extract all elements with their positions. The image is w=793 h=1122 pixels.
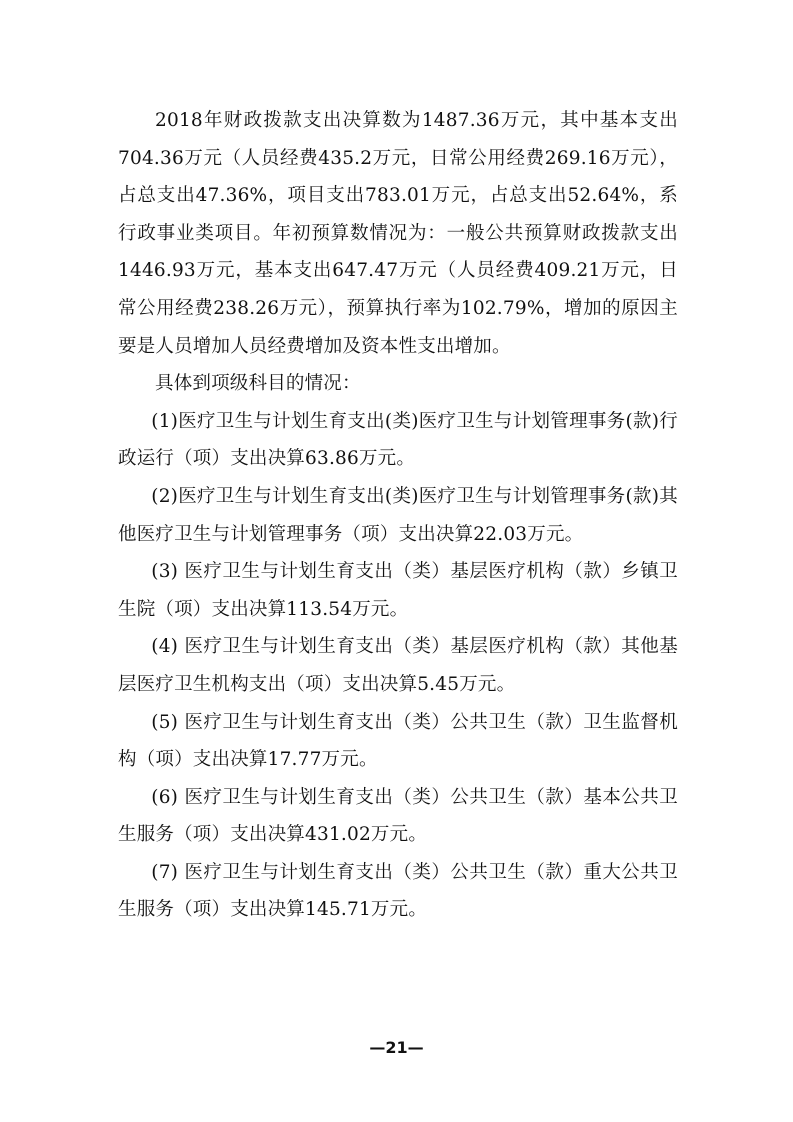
section-intro-paragraph: 具体到项级科目的情况：: [155, 373, 361, 395]
list-item: (7) 医疗卫生与计划生育支出（类）公共卫生（款）重大公共卫生服务（项）支出决算145.71万元。: [118, 861, 678, 921]
list-item: (6) 医疗卫生与计划生育支出（类）公共卫生（款）基本公共卫生服务（项）支出决算431.02万元。: [118, 786, 678, 846]
list-item: (5) 医疗卫生与计划生育支出（类）公共卫生（款）卫生监督机构（项）支出决算17.77万元。: [118, 711, 678, 771]
summary-paragraph: 2018年财政拨款支出决算数为1487.36万元，其中基本支出704.36万元（人员经费435.2万元，日常公用经费269.16万元），占总支出47.36%，项目支出783.01万元，占总支出52.64%，系行政事业类项目。年初预算数情况为：一般公共预算财政拨款支出1446.93万元，基本支出647.47万元（人员经费409.21万元，日常公用经费238.26万元），预算执行率为102.79%，增加的原因主要是人员增加人员经费增加及资本性支出增加。: [118, 110, 678, 357]
list-item: (2)医疗卫生与计划生育支出(类)医疗卫生与计划管理事务(款)其他医疗卫生与计划管理事务（项）支出决算22.03万元。: [118, 485, 678, 545]
document-body: [118, 102, 678, 929]
list-item: (4) 医疗卫生与计划生育支出（类）基层医疗机构（款）其他基层医疗卫生机构支出（项）支出决算5.45万元。: [118, 636, 678, 695]
page-number: —21—: [369, 1038, 424, 1057]
list-item: (3) 医疗卫生与计划生育支出（类）基层医疗机构（款）乡镇卫生院（项）支出决算113.54万元。: [118, 561, 678, 620]
list-item: (1)医疗卫生与计划生育支出(类)医疗卫生与计划管理事务(款)行政运行（项）支出决算63.86万元。: [118, 410, 678, 470]
